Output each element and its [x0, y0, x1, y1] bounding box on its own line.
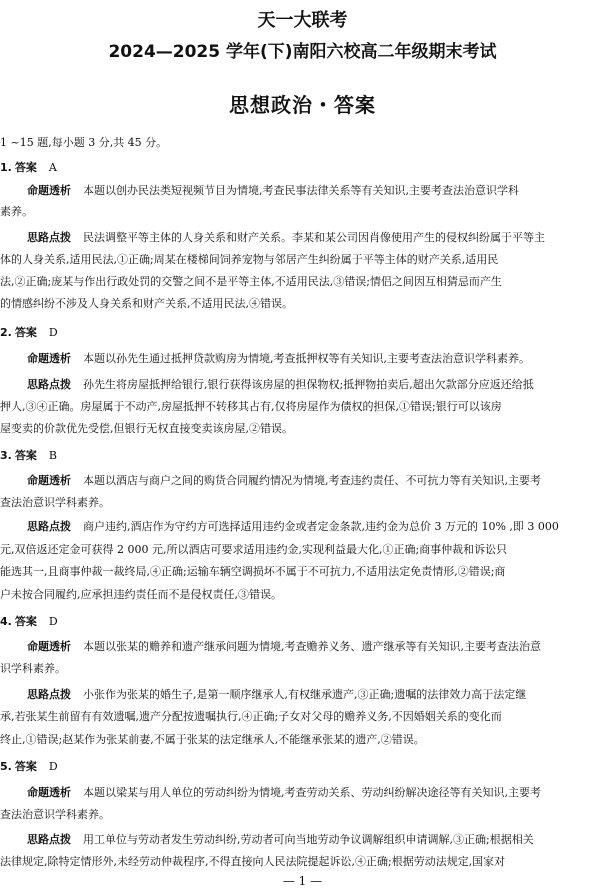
hint-line: [0, 855, 605, 869]
analysis-text: 本题以张某的赡养和遗产继承问题为情境,考查赡养义务、遗产继承等有关知识,主要考查法治意: [83, 640, 541, 653]
question-number: 5.: [0, 760, 12, 773]
analysis-line: [0, 786, 605, 800]
hint-text: 法律规定,除特定情形外,未经劳动仲裁程序,不得直接向人民法院提起诉讼,④正确;根据劳动法规定,国家对: [0, 855, 506, 868]
hint-line: [0, 400, 605, 414]
answer-line: [0, 615, 605, 629]
answer-letter: D: [48, 615, 58, 628]
exam-title: 2024—2025 学年(下)南阳六校高二年级期末考试: [108, 42, 497, 62]
analysis-text: 本题以创办民法类短视频节目为情境,考查民事法律关系等有关知识,主要考查法治意识学科: [83, 184, 519, 197]
hint-label: 思路点拨: [27, 520, 71, 533]
analysis-text: 本题以孙先生通过抵押贷款购房为情境,考查抵押权等有关知识,主要考查法治意识学科素养。: [83, 352, 530, 365]
exam-alliance-title: 天一大联考: [257, 10, 348, 31]
answer-letter: D: [48, 326, 58, 339]
hint-line: [0, 297, 605, 311]
hint-text: 押人,③④正确。房屋属于不动产,房屋抵押不转移其占有,仅将房屋作为债权的担保,①错误;银行可以该房: [0, 400, 502, 413]
hint-text: 法,②正确;庞某与作出行政处罚的交警之间不是平等主体,不适用民法,③错误;情侣之间因互相猜忌而产生: [0, 275, 502, 288]
hint-label: 思路点拨: [27, 378, 71, 391]
analysis-label: 命题透析: [27, 352, 71, 365]
question-number: 4.: [0, 615, 12, 628]
hint-label: 思路点拨: [27, 688, 71, 701]
analysis-text: 本题以梁某与用人单位的劳动纠纷为情境,考查劳动关系、劳动纠纷解决途径等有关知识,主要考: [83, 786, 541, 799]
section-intro: 1 ~15 题,每小题 3 分,共 45 分。: [0, 136, 168, 149]
answer-line: [0, 161, 605, 175]
answer-label: 答案: [14, 326, 37, 339]
analysis-line: [0, 640, 605, 654]
question-number: 2.: [0, 326, 12, 339]
hint-label: 思路点拨: [27, 231, 71, 244]
hint-text: 承,若张某生前留有有效遗嘱,遗产分配按遗嘱执行,④正确;子女对父母的赡养义务,不因婚姻关系的变化而: [0, 710, 502, 723]
answer-line: [0, 326, 605, 340]
hint-text: 户未按合同履约,应承担违约责任而不是侵权责任,③错误。: [0, 588, 282, 601]
hint-text: 能选其一,且商事仲裁一裁终局,④正确;运输车辆空调损坏不属于不可抗力,不适用法定免责情形,②错误;商: [0, 565, 506, 578]
analysis-line: [0, 352, 605, 366]
hint-line: [0, 378, 605, 392]
answer-label: 答案: [14, 161, 37, 174]
analysis-line: [0, 808, 605, 822]
analysis-text: 查法治意识学科素养。: [0, 496, 110, 509]
analysis-line: [0, 205, 605, 219]
hint-line: [0, 275, 605, 289]
answer-label: 答案: [14, 615, 37, 628]
question-number: 1.: [0, 161, 12, 174]
hint-text: 民法调整平等主体的人身关系和财产关系。李某和某公司因肖像使用产生的侵权纠纷属于平等主: [83, 231, 545, 244]
answer-letter: A: [48, 161, 57, 174]
analysis-text: 查法治意识学科素养。: [0, 808, 110, 821]
analysis-label: 命题透析: [27, 640, 71, 653]
subject-answer-title: 思想政治・答案: [229, 93, 376, 117]
answer-label: 答案: [14, 760, 37, 773]
hint-text: 终止,①错误;赵某作为张某前妻,不属于张某的法定继承人,不能继承张某的遗产,②错误。: [0, 733, 425, 746]
hint-line: [0, 422, 605, 436]
hint-text: 小张作为张某的婚生子,是第一顺序继承人,有权继承遗产,③正确;遗嘱的法律效力高于法定继: [83, 688, 527, 701]
hint-line: [0, 588, 605, 602]
hint-text: 体的人身关系,适用民法,①正确;周某在楼梯间饲养宠物与邻居产生纠纷属于平等主体的财产关系,适用民: [0, 253, 499, 266]
hint-line: [0, 733, 605, 747]
answer-letter: B: [48, 449, 57, 462]
analysis-label: 命题透析: [27, 786, 71, 799]
hint-line: [0, 710, 605, 724]
analysis-text: 本题以酒店与商户之间的购货合同履约情况为情境,考查违约责任、不可抗力等有关知识,主要考: [83, 474, 541, 487]
hint-text: 的情感纠纷不涉及人身关系和财产关系,不适用民法,④错误。: [0, 297, 293, 310]
analysis-line: [0, 662, 605, 676]
hint-text: 元,双倍返还定金可获得 2 000 元,所以酒店可要求适用违约金,实现利益最大化,①正确;商事仲裁和诉讼只: [0, 543, 508, 556]
question-number: 3.: [0, 449, 12, 462]
analysis-text: 素养。: [0, 205, 33, 218]
hint-text: 商户违约,酒店作为守约方可选择适用违约金或者定金条款,违约金为总价 3 万元的 10% ,即 3 000: [83, 520, 559, 533]
hint-line: [0, 520, 605, 534]
analysis-line: [0, 474, 605, 488]
hint-line: [0, 833, 605, 847]
answer-line: [0, 760, 605, 774]
answer-label: 答案: [14, 449, 37, 462]
hint-line: [0, 688, 605, 702]
analysis-line: [0, 184, 605, 198]
hint-text: 孙先生将房屋抵押给银行,银行获得该房屋的担保物权;抵押物拍卖后,超出欠款部分应返还给抵: [83, 378, 534, 391]
hint-text: 屋变卖的价款优先受偿,但银行无权直接变卖该房屋,②错误。: [0, 422, 293, 435]
page-number: — 1 —: [282, 874, 323, 888]
hint-line: [0, 231, 605, 245]
analysis-label: 命题透析: [27, 184, 71, 197]
hint-text: 用工单位与劳动者发生劳动纠纷,劳动者可向当地劳动争议调解组织申请调解,③正确;根据相关: [83, 833, 534, 846]
hint-line: [0, 253, 605, 267]
analysis-text: 识学科素养。: [0, 662, 66, 675]
answer-line: [0, 449, 605, 463]
hint-line: [0, 543, 605, 557]
hint-line: [0, 565, 605, 579]
analysis-label: 命题透析: [27, 474, 71, 487]
analysis-line: [0, 496, 605, 510]
hint-label: 思路点拨: [27, 833, 71, 846]
answer-letter: D: [48, 760, 58, 773]
